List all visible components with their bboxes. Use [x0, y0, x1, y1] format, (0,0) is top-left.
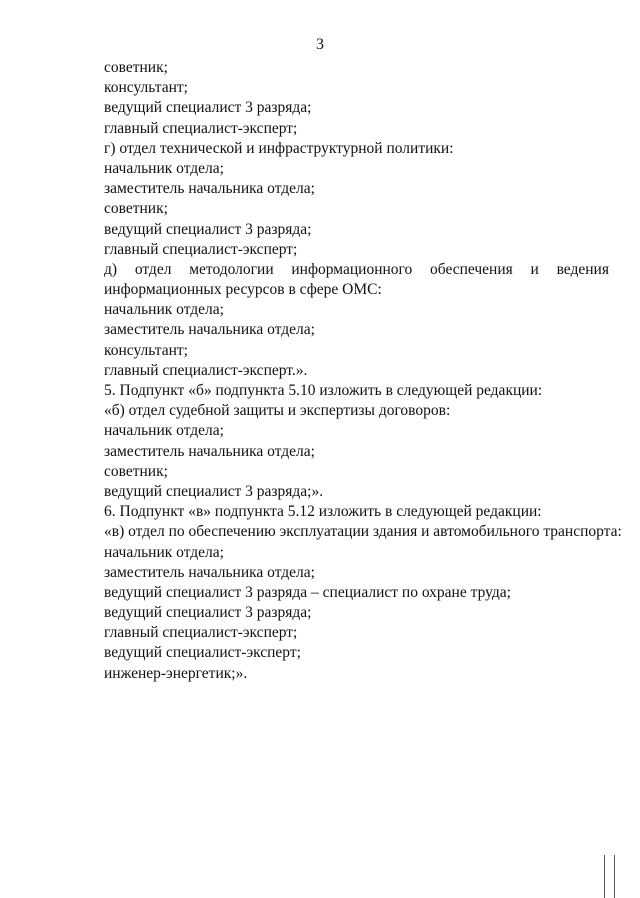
- text-line: «в) отдел по обеспечению эксплуатации здания и автомобильного транспорта:: [104, 523, 622, 541]
- justified-word: обеспечения: [430, 260, 513, 278]
- text-line: советник;: [104, 200, 168, 218]
- text-line: заместитель начальника отдела;: [104, 180, 315, 198]
- scan-edge-mark: [614, 855, 615, 898]
- numbered-paragraph: 6. Подпункт «в» подпункта 5.12 изложить в следующей редакции:: [104, 503, 542, 521]
- scan-edge-mark: [604, 855, 605, 898]
- justified-word: отдел: [134, 260, 172, 278]
- text-line: начальник отдела;: [104, 543, 224, 561]
- text-line: главный специалист-эксперт;: [104, 240, 298, 258]
- justified-text-line: [104, 260, 609, 280]
- text-line: ведущий специалист 3 разряда;».: [104, 482, 324, 500]
- justified-word: д): [104, 260, 118, 278]
- page-number: 3: [316, 36, 324, 53]
- justified-word: ведения: [556, 260, 609, 278]
- justified-word: и: [530, 260, 539, 278]
- text-line: заместитель начальника отдела;: [104, 442, 315, 460]
- text-line: начальник отдела;: [104, 422, 224, 440]
- text-line: заместитель начальника отдела;: [104, 321, 315, 339]
- text-line: ведущий специалист 3 разряда;: [104, 99, 312, 117]
- text-line: главный специалист-эксперт.».: [104, 361, 308, 379]
- text-line: г) отдел технической и инфраструктурной политики:: [104, 139, 454, 157]
- text-line: консультант;: [104, 341, 188, 359]
- text-line: информационных ресурсов в сфере ОМС:: [104, 281, 382, 299]
- text-line: ведущий специалист-эксперт;: [104, 644, 301, 662]
- text-line: заместитель начальника отдела;: [104, 563, 315, 581]
- text-line: ведущий специалист 3 разряда;: [104, 604, 312, 622]
- text-line: начальник отдела;: [104, 301, 224, 319]
- justified-word: информационного: [291, 260, 413, 278]
- text-line: ведущий специалист 3 разряда – специалист по охране труда;: [104, 583, 511, 601]
- document-body: [104, 58, 622, 684]
- numbered-paragraph: 5. Подпункт «б» подпункта 5.10 изложить в следующей редакции:: [104, 382, 543, 399]
- text-line: советник;: [104, 59, 168, 76]
- text-line: советник;: [104, 462, 168, 480]
- text-line: главный специалист-эксперт;: [104, 119, 298, 137]
- text-line: главный специалист-эксперт;: [104, 624, 298, 642]
- text-line: «б) отдел судебной защиты и экспертизы договоров:: [104, 402, 451, 420]
- justified-word: методологии: [189, 260, 274, 278]
- text-line: консультант;: [104, 79, 188, 97]
- text-line: ведущий специалист 3 разряда;: [104, 220, 312, 238]
- text-line: инженер-энергетик;».: [104, 664, 248, 682]
- text-line: начальник отдела;: [104, 159, 224, 177]
